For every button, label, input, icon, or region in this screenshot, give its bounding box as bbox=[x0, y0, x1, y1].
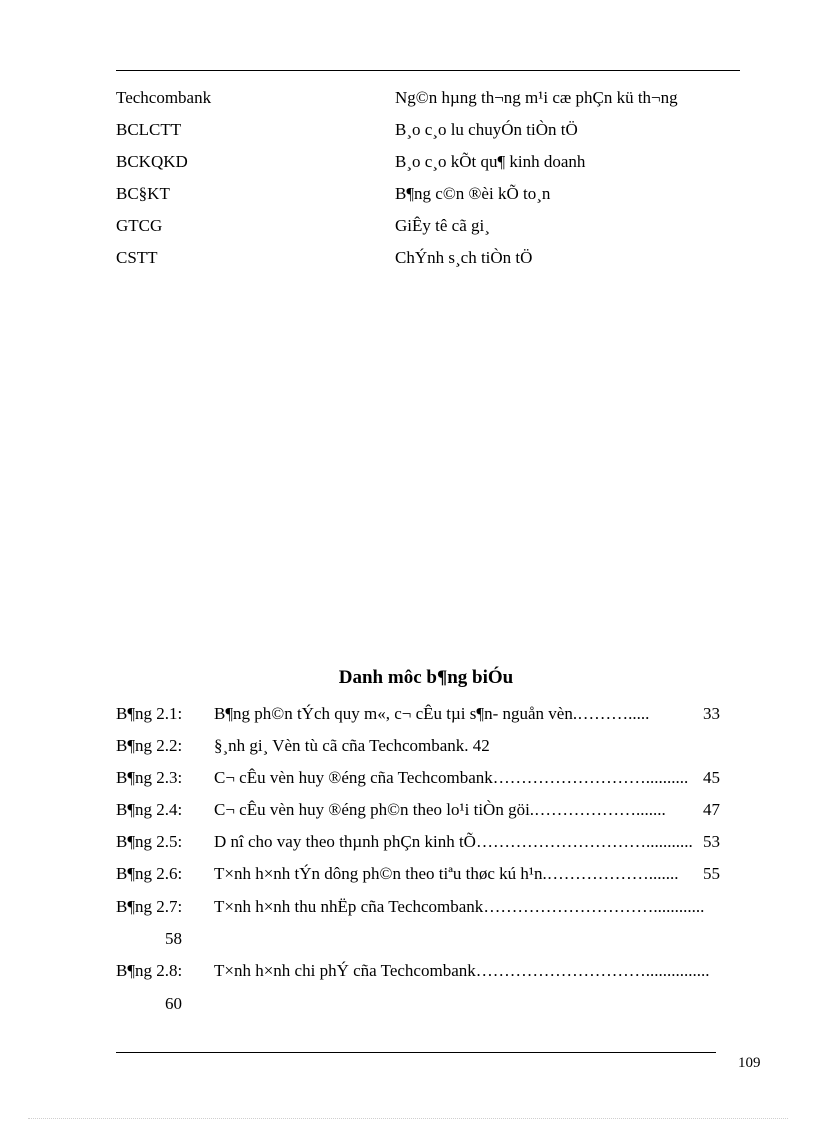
table-title: T×nh h×nh chi phÝ cña Techcombank bbox=[214, 961, 476, 980]
table-title: D nî cho vay theo thµnh phÇn kinh tÕ bbox=[214, 832, 476, 851]
table-entry bbox=[116, 897, 720, 921]
abbreviation-meaning: GiÊy tê cã gi¸ bbox=[395, 216, 490, 235]
leader-dots: …………………………........... bbox=[475, 832, 693, 851]
abbreviation-row bbox=[116, 184, 756, 208]
table-entry bbox=[116, 736, 720, 760]
table-number: B¶ng 2.6: bbox=[116, 864, 183, 883]
table-page: 47 bbox=[703, 800, 720, 819]
abbreviation-meaning: ChÝnh s¸ch tiÒn tÖ bbox=[395, 248, 533, 267]
abbreviation-row bbox=[116, 88, 756, 112]
table-page-wrapped: 58 bbox=[165, 929, 182, 948]
abbreviation-row bbox=[116, 248, 756, 272]
leader-dots: ……………………….......... bbox=[492, 768, 689, 787]
table-entry bbox=[116, 832, 720, 856]
abbreviation-meaning: B¸o c¸o kÕt qu¶ kinh doanh bbox=[395, 152, 586, 171]
table-title: T×nh h×nh thu nhËp cña Techcombank bbox=[214, 897, 484, 916]
table-number: B¶ng 2.8: bbox=[116, 961, 183, 980]
abbreviation-meaning: Ng©n hµng th¬ng m¹i cæ phÇn kü th¬ng bbox=[395, 88, 678, 107]
footer-rule bbox=[116, 1052, 716, 1053]
abbreviation-code: CSTT bbox=[116, 248, 158, 267]
abbreviation-row bbox=[116, 216, 756, 240]
table-entry bbox=[116, 704, 720, 728]
page-number: 109 bbox=[738, 1055, 761, 1071]
leader-dots: ………………....... bbox=[546, 864, 679, 883]
table-number: B¶ng 2.2: bbox=[116, 736, 183, 755]
table-page: 53 bbox=[703, 832, 720, 851]
table-title: B¶ng ph©n tÝch quy m«, c¬ cÊu tµi s¶n- nguån vèn. bbox=[214, 704, 578, 723]
abbreviation-row bbox=[116, 152, 756, 176]
abbreviation-row bbox=[116, 120, 756, 144]
table-entry bbox=[116, 800, 720, 824]
abbreviation-code: Techcombank bbox=[116, 88, 212, 107]
abbreviation-code: BC§KT bbox=[116, 184, 170, 203]
table-number: B¶ng 2.5: bbox=[116, 832, 183, 851]
table-entry bbox=[116, 864, 720, 888]
leader-dots: …………………………............ bbox=[483, 897, 705, 916]
table-title: C¬ cÊu vèn huy ®éng ph©n theo lo¹i tiÒn göi. bbox=[214, 800, 535, 819]
section-title: Danh môc b¶ng biÓu bbox=[338, 667, 514, 688]
table-title: C¬ cÊu vèn huy ®éng cña Techcombank bbox=[214, 768, 493, 787]
table-title: §¸nh gi¸ Vèn tù cã cña Techcombank. 42 bbox=[214, 736, 490, 755]
table-entry bbox=[116, 768, 720, 792]
leader-dots: ………………....... bbox=[534, 800, 666, 819]
table-number: B¶ng 2.4: bbox=[116, 800, 183, 819]
abbreviation-code: BCKQKD bbox=[116, 152, 188, 171]
header-rule bbox=[116, 70, 740, 71]
table-number: B¶ng 2.7: bbox=[116, 897, 183, 916]
leader-dots: …………………………............... bbox=[475, 961, 710, 980]
table-page-wrapped: 60 bbox=[165, 994, 182, 1013]
abbreviation-meaning: B¶ng c©n ®èi kÕ to¸n bbox=[395, 184, 551, 203]
page-edge-dots bbox=[28, 1118, 788, 1119]
table-page: 55 bbox=[703, 864, 720, 883]
table-number: B¶ng 2.1: bbox=[116, 704, 183, 723]
table-title: T×nh h×nh tÝn dông ph©n theo tiªu thøc kú h¹n. bbox=[214, 864, 547, 883]
table-number: B¶ng 2.3: bbox=[116, 768, 183, 787]
abbreviation-code: BCLCTT bbox=[116, 120, 182, 139]
leader-dots: ………..... bbox=[577, 704, 650, 723]
table-entry bbox=[116, 961, 720, 985]
abbreviation-meaning: B¸o c¸o lu chuyÓn tiÒn tÖ bbox=[395, 120, 578, 139]
abbreviation-code: GTCG bbox=[116, 216, 163, 235]
table-page: 33 bbox=[703, 704, 720, 723]
table-page: 45 bbox=[703, 768, 720, 787]
